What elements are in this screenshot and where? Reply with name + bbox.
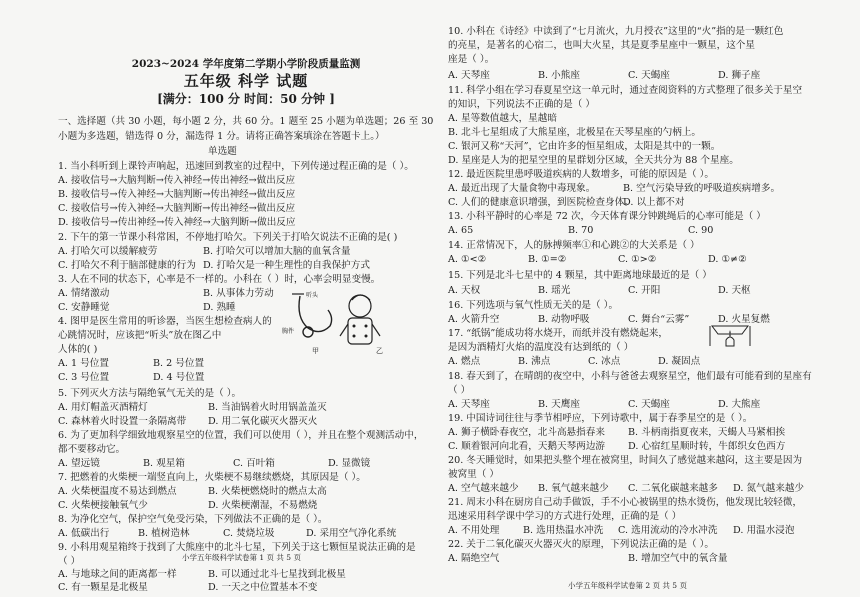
figure-label-jia: 甲 (312, 347, 319, 355)
question-4-option-c: C. 3 号位置 (58, 372, 110, 383)
question-21-cont: 迅速采用科学课中学习的方式进行处理，正确的是（ ） (448, 511, 682, 522)
question-6-cont: 都不要移动它。 (58, 444, 126, 455)
question-6: 6. 为了更加科学细致地观察星空的位置，我们可以使用（ ），并且在整个观测活动中， (58, 430, 424, 441)
question-6-option-b: B. 观星箱 (143, 458, 185, 469)
question-3-option-c: C. 安静睡觉 (58, 302, 110, 313)
question-19-option-c: C. 顺着银河向北看，天鹅天琴两边游 (448, 441, 606, 452)
question-7-option-c: C. 火柴梗接触氧气少 (58, 500, 148, 511)
question-4: 4. 图甲是医生常用的听诊器，当医生想检查病人的 (58, 316, 272, 327)
question-12-option-d: D. 以上都不对 (623, 197, 685, 208)
question-18-cont: （ ） (448, 385, 471, 396)
question-15-option-c: C. 开阳 (628, 285, 661, 296)
page-footer-right: 小学五年级科学试卷第 2 页 共 5 页 (568, 581, 687, 590)
question-9-option-a: A. 与地球之间的距离都一样 (58, 569, 177, 580)
question-7-option-b: B. 火柴梗燃烧时的燃点太高 (208, 486, 327, 497)
question-8-option-b: B. 植树造林 (138, 528, 190, 539)
question-15: 15. 下列是北斗七星中的 4 颗星，其中距离地球最近的是（ ） (448, 270, 712, 281)
question-21-option-c: C. 选用流动的冷水冲洗 (618, 525, 718, 536)
question-16: 16. 下列选项与氧气性质无关的是（ ）。 (448, 300, 619, 311)
question-12-option-a: A. 最近出现了大量食物中毒现象。 (448, 183, 596, 194)
question-8-option-c: C. 焚烧垃圾 (223, 528, 275, 539)
question-22-option-a: A. 隔绝空气 (448, 553, 500, 564)
question-4-cont2: 人体的( ) (58, 344, 98, 355)
figure-label-yi: 乙 (376, 347, 383, 355)
question-21-option-a: A. 不用处理 (448, 525, 500, 536)
question-5-option-a: A. 用灯帽盖灭酒精灯 (58, 402, 148, 413)
question-16-option-d: D. 火星复燃 (718, 314, 770, 325)
question-5-option-c: C. 森林着火时设置一条隔离带 (58, 416, 187, 427)
question-10-option-a: A. 天琴座 (448, 70, 490, 81)
figure-label-jieshou: 胸件 (282, 328, 295, 335)
question-21-option-b: B. 选用热温水冲洗 (523, 525, 604, 536)
question-11-option-d: D. 星座是人为的把星空里的星群划分区域，全天共分为 88 个星座。 (448, 155, 739, 166)
question-9-option-c: C. 有一颗星是北极星 (58, 582, 148, 593)
question-11-cont: 的知识，下列说法不正确的是（ ） (448, 99, 595, 110)
question-10-option-c: C. 天蝎座 (628, 70, 670, 81)
question-3-option-a: A. 情绪激动 (58, 288, 110, 299)
question-4-option-b: B. 2 号位置 (153, 358, 205, 369)
question-4-option-d: D. 4 号位置 (153, 372, 205, 383)
question-3: 3. 人在不同的状态下，心率是不一样的。小科在（ ）时，心率会明显变慢。 (58, 274, 381, 285)
question-12-option-c: C. 人们的健康意识增强，到医院检查身体。 (448, 197, 634, 208)
question-20-option-a: A. 空气越来越少 (448, 483, 519, 494)
question-8-option-d: D. 采用空气净化系统 (306, 528, 397, 539)
question-4-option-a: A. 1 号位置 (58, 358, 109, 369)
question-17-cont: 是因为酒精灯火焰的温度没有达到纸的（ ） (448, 342, 634, 353)
question-20-option-b: B. 氧气越来越少 (538, 483, 609, 494)
question-5: 5. 下列灭火方法与隔绝氧气无关的是（ ）。 (58, 388, 242, 399)
question-6-option-c: C. 百叶箱 (233, 458, 275, 469)
question-22-option-b: B. 增加空气中的氧含量 (628, 553, 728, 564)
question-1-option-b: B. 接收信号→传入神经→大脑判断→传出神经→做出反应 (58, 189, 296, 200)
question-8: 8. 为净化空气，保护空气免受污染，下列做法不正确的是（ ）。 (58, 514, 328, 525)
question-1-option-a: A. 接收信号→大脑判断→传入神经→传出神经→做出反应 (58, 175, 296, 186)
question-14-option-d: D. ①≠② (708, 254, 747, 265)
question-2-option-d: D. 打哈欠是一种生理性的自我保护方式 (203, 260, 370, 271)
question-20-option-c: C. 二氧化碳越来越多 (628, 483, 718, 494)
question-12-option-b: B. 空气污染导致的呼吸道疾病增多。 (623, 183, 781, 194)
question-18-option-b: B. 天鹰座 (538, 399, 580, 410)
question-18-option-a: A. 天琴座 (448, 399, 490, 410)
question-4-cont: 心跳情况时，应该把“听头”放在图乙中 (58, 330, 222, 341)
question-11-option-b: B. 北斗七星组成了大熊星座，北极星在天琴星座的勺柄上。 (448, 127, 701, 138)
exam-header-year: 2023~2024 学年度第二学期小学阶段质量监测 (131, 58, 361, 70)
question-14: 14. 正常情况下，人的脉搏频率①和心跳②的大关系是（ ） (448, 240, 700, 251)
question-19-option-d: D. 心宿红星顺时转，牛郎织女色西方 (628, 441, 786, 452)
question-9-option-d: D. 一天之中位置基本不变 (208, 582, 318, 593)
question-2-option-a: A. 打哈欠可以缓解疲劳 (58, 246, 158, 257)
question-14-option-b: B. ①=② (528, 254, 567, 265)
figure-label-tingtou: 听头 (306, 292, 319, 299)
question-17: 17. “纸锅”能成功将水烧开，而纸并没有燃烧起来， (448, 328, 668, 339)
question-20-cont: 被窝里（ ） (448, 469, 500, 480)
stethoscope-figure (282, 288, 392, 358)
question-11-option-a: A. 星等数值越大，星越暗 (448, 113, 557, 124)
question-10-option-b: B. 小熊座 (538, 70, 580, 81)
question-19-option-b: B. 斗柄南指夏夜来，天蝎人马紧相挨 (628, 427, 786, 438)
question-17-option-d: D. 凝固点 (658, 356, 701, 367)
question-18: 18. 春天到了，在晴朗的夜空中，小科与爸爸去观察星空，他们最有可能看到的星座有 (448, 371, 812, 382)
question-20: 20. 冬天睡觉时，如果把头整个埋在被窝里，时间久了感觉越来越闷，这主要是因为 (448, 455, 803, 466)
question-18-option-c: C. 天蝎座 (628, 399, 670, 410)
question-10-cont: 的亮星，是著名的心宿二，也叫大火星，其是夏季星座中一颗星，这个星 (448, 40, 755, 51)
question-7: 7. 把燃着的火柴梗一端竖直向上，火柴梗不易继续燃烧，其原因是（ ）。 (58, 472, 366, 483)
question-7-option-d: D. 火柴梗潮湿，不易燃烧 (208, 500, 318, 511)
question-20-option-d: D. 氮气越来越少 (733, 483, 805, 494)
question-15-option-a: A. 天权 (448, 285, 481, 296)
paper-pot-figure (700, 318, 760, 348)
single-choice-heading: 单选题 (208, 146, 237, 157)
section-instructions: 一、选择题（共 30 小题，每小题 2 分，共 60 分。1 题至 25 小题为单选题；26 至 30 (58, 116, 434, 127)
question-6-option-a: A. 望远镜 (58, 458, 100, 469)
question-15-option-b: B. 瑶光 (538, 285, 571, 296)
question-11-option-c: C. 银河又称“天河”，它由许多的恒星组成，太阳是其中的一颗。 (448, 141, 721, 152)
question-10-cont2: 座是（ ）。 (448, 54, 495, 65)
question-9-cont: （ ） (58, 556, 81, 567)
question-1-option-d: D. 接收信号→传出神经→传入神经→大脑判断→做出反应 (58, 217, 296, 228)
page-footer-left: 小学五年级科学试卷第 1 页 共 5 页 (182, 553, 301, 562)
question-15-option-d: D. 天枢 (718, 285, 751, 296)
question-3-option-b: B. 从事体力劳动 (203, 288, 274, 299)
question-2-option-b: B. 打哈欠可以增加大脑的血氧含量 (203, 246, 351, 257)
question-17-option-a: A. 燃点 (448, 356, 481, 367)
question-21: 21. 周末小科在厨房自己动手做饭，手不小心被锅里的热水烫伤，他发现比较轻微， (448, 497, 803, 508)
question-7-option-a: A. 火柴梗温度不易达到燃点 (58, 486, 177, 497)
question-13-option-c: C. 90 (688, 225, 714, 236)
question-14-option-a: A. ①<② (448, 254, 487, 265)
question-16-option-b: B. 动物呼吸 (538, 314, 590, 325)
question-21-option-d: D. 用温水浸泡 (733, 525, 795, 536)
question-9: 9. 小科用观星箱终于找到了大熊座中的北斗七星，下列关于这七颗恒星说法正确的是 (58, 542, 416, 553)
question-3-option-d: D. 熟睡 (203, 302, 236, 313)
question-13-option-b: B. 70 (568, 225, 594, 236)
question-16-option-a: A. 火箭升空 (448, 314, 500, 325)
question-2-option-c: C. 打哈欠不利于脑部健康的行为 (58, 260, 196, 271)
question-17-option-b: B. 沸点 (518, 356, 551, 367)
question-8-option-a: A. 低碳出行 (58, 528, 110, 539)
section-instructions-cont: 小题为多选题，错选得 0 分，漏选得 1 分。请将正确答案填涂在答题卡上。） (58, 131, 385, 142)
question-22: 22. 关于二氧化碳灭火器灭火的原理，下列说法正确的是（ ）。 (448, 539, 714, 550)
question-10-option-d: D. 狮子座 (718, 70, 761, 81)
question-18-option-d: D. 大熊座 (718, 399, 761, 410)
exam-header-score-time: [满分：100 分 时间：50 分钟 ] (157, 92, 335, 106)
question-14-option-c: C. ①>② (618, 254, 657, 265)
question-16-option-c: C. 舞台“云雾” (628, 314, 690, 325)
question-2: 2. 下午的第一节课小科常困，不停地打哈欠。下列关于打哈欠说法不正确的是( ) (58, 232, 398, 243)
question-12: 12. 最近医院里患呼吸道疾病的人数增多，可能的原因是（ ）。 (448, 169, 714, 180)
question-5-option-d: D. 用二氧化碳灭火器灭火 (208, 416, 318, 427)
question-13-option-a: A. 65 (448, 225, 474, 236)
exam-header-subject: 五年级 科学 试题 (183, 72, 309, 90)
question-9-option-b: B. 可以通过北斗七星找到北极星 (208, 569, 346, 580)
question-11: 11. 科学小组在学习春夏星空这一单元时，通过查阅资料的方式整理了很多关于星空 (448, 85, 803, 96)
question-13: 13. 小科平静时的心率是 72 次，今天体育课分钟跳绳后的心率可能是（ ） (448, 211, 766, 222)
question-19: 19. 中国诗词往往与季节相呼应，下列诗歌中，属于春季星空的是（ ）。 (448, 413, 753, 424)
question-1-option-c: C. 接收信号→传入神经→大脑判断→传出神经→做出反应 (58, 203, 296, 214)
question-19-option-a: A. 狮子横卧春夜空，北斗高悬指春来 (448, 427, 605, 438)
question-17-option-c: C. 冰点 (588, 356, 621, 367)
question-10: 10. 小科在《诗经》中读到了“七月流火，九月授衣”这里的“火”指的是一颗红色 (448, 26, 784, 37)
question-6-option-d: D. 显微镜 (328, 458, 371, 469)
question-1: 1. 当小科听到上课铃声响起，迅速回到教室的过程中，下列传递过程正确的是（ ）。 (58, 161, 414, 172)
question-5-option-b: B. 当油锅着火时用锅盖盖灭 (208, 402, 327, 413)
